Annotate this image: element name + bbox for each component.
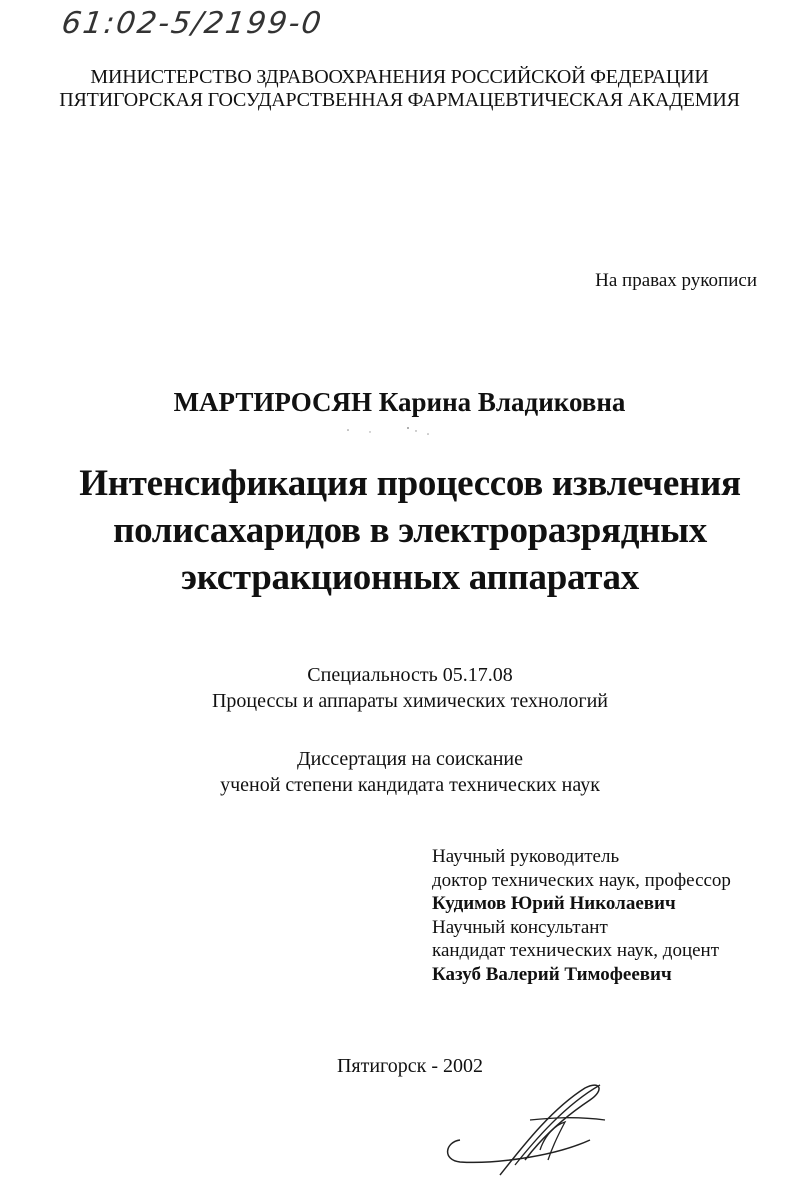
specialty-code: Специальность 05.17.08 [307, 664, 513, 686]
handwritten-archive-code: 61:02-5/2199-0 [59, 6, 326, 41]
consultant-title: кандидат технических наук, доцент [432, 940, 720, 961]
manuscript-rights-note: На правах рукописи [595, 270, 757, 291]
title-line: экстракционных аппаратах [181, 557, 639, 598]
advisors-block [432, 845, 731, 986]
title-line: полисахаридов в электроразрядных [113, 510, 707, 551]
degree-block [0, 746, 799, 798]
supervisor-title: доктор технических наук, профессор [432, 869, 731, 891]
supervisor-name: Кудимов Юрий Николаевич [432, 893, 676, 914]
scan-specks-decoration [330, 424, 450, 444]
title-line: Интенсификация процессов извлечения [79, 463, 741, 504]
supervisor-role: Научный руководитель [432, 846, 620, 867]
place-and-year: Пятигорск - 2002 [336, 1055, 484, 1077]
degree-line: ученой степени кандидата технических наук [220, 774, 600, 796]
specialty-block [0, 662, 799, 714]
author-name: МАРТИРОСЯН Карина Владиковна [173, 387, 626, 417]
degree-line: Диссертация на соискание [296, 748, 524, 770]
handwritten-signature [440, 1080, 630, 1190]
academy-name: ПЯТИГОРСКАЯ ГОСУДАРСТВЕННАЯ ФАРМАЦЕВТИЧЕСКАЯ АКАДЕМИЯ [59, 89, 740, 111]
consultant-role: Научный консультант [432, 916, 608, 938]
dissertation-title [0, 460, 799, 601]
ministry-name: МИНИСТЕРСТВО ЗДРАВООХРАНЕНИЯ РОССИЙСКОЙ ФЕДЕРАЦИИ [90, 66, 709, 88]
consultant-name: Казуб Валерий Тимофеевич [432, 963, 672, 985]
specialty-name: Процессы и аппараты химических технологий [211, 690, 609, 712]
institution-header [0, 66, 799, 112]
